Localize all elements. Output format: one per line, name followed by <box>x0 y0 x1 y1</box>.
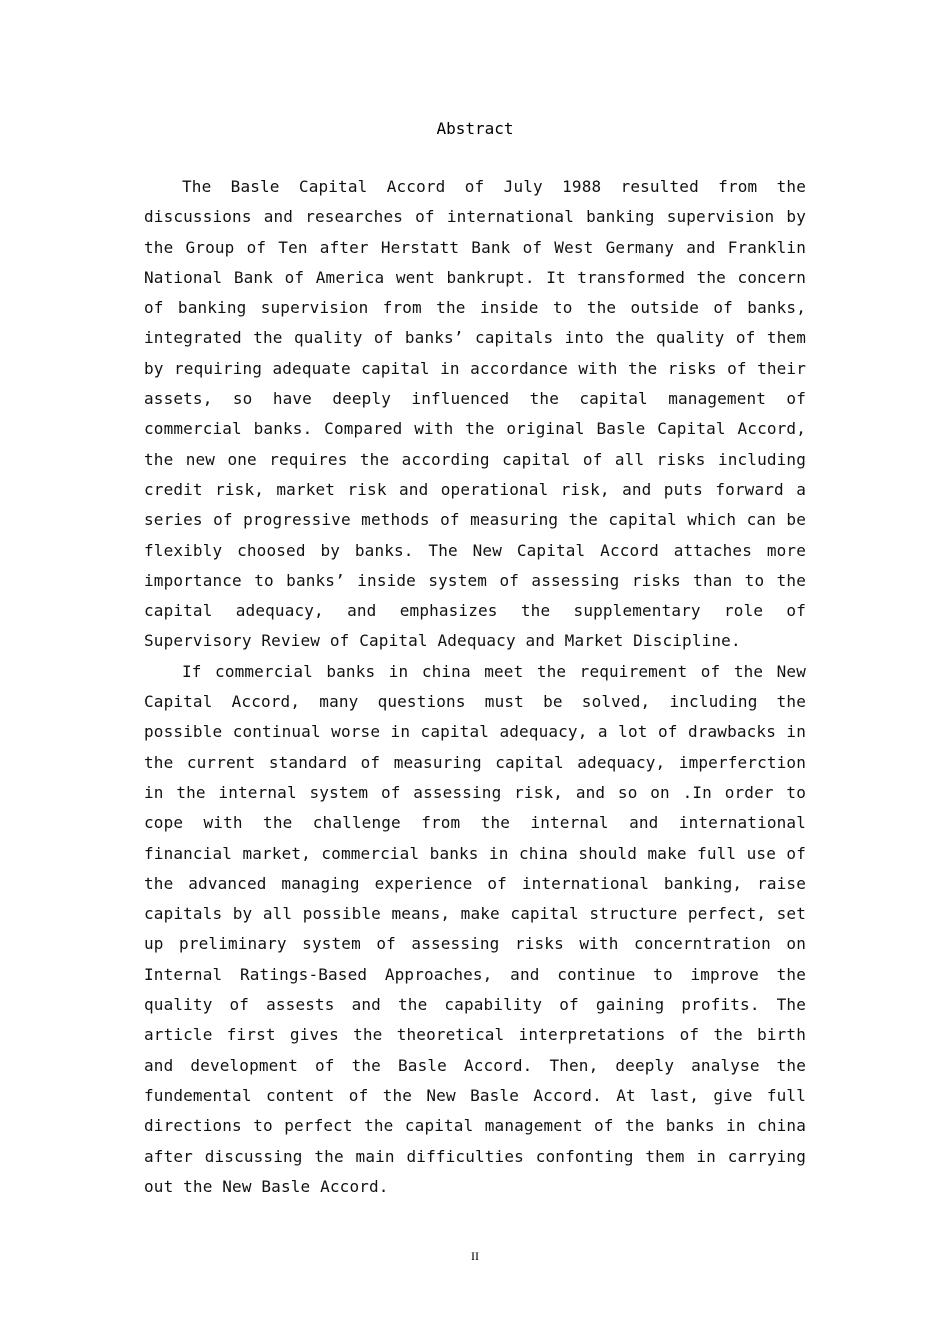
page-number: II <box>471 1249 479 1263</box>
abstract-paragraph-2: If commercial banks in china meet the requirement of the New Capital Accord, many questions must be solved, including the possible continual worse in capital adequacy, a lot of drawbacks in the current standard of measuring capital adequacy, imperferction in the internal system of assessing risk, and so on .In order to cope with the challenge from the internal and international financial market, commercial banks in china should make full use of the advanced managing experience of international banking, raise capitals by all possible means, make capital structure perfect, set up preliminary system of assessing risks with concerntration on Internal Ratings-Based Approaches, and continue to improve the quality of assests and the capability of gaining profits. The article first gives the theoretical interpretations of the birth and development of the Basle Accord. Then, deeply analyse the fundemental content of the New Basle Accord. At last, give full directions to perfect the capital management of the banks in china after discussing the main difficulties confonting them in carrying out the New Basle Accord. <box>144 661 806 1196</box>
abstract-title: Abstract <box>436 119 514 138</box>
abstract-paragraph-1: The Basle Capital Accord of July 1988 resulted from the discussions and researches of international banking supervision by the Group of Ten after Herstatt Bank of West Germany and Franklin National Bank of America went bankrupt. It transformed the concern of banking supervision from the inside to the outside of banks, integrated the quality of banks’ capitals into the quality of them by requiring adequate capital in accordance with the risks of their assets, so have deeply influenced the capital management of commercial banks. Compared with the original Basle Capital Accord, the new one requires the according capital of all risks including credit risk, market risk and operational risk, and puts forward a series of progressive methods of measuring the capital which can be flexibly choosed by banks. The New Capital Accord attaches more importance to banks’ inside system of assessing risks than to the capital adequacy, and emphasizes the supplementary role of Supervisory Review of Capital Adequacy and Market Discipline. <box>144 177 806 651</box>
abstract-body <box>144 172 806 1202</box>
